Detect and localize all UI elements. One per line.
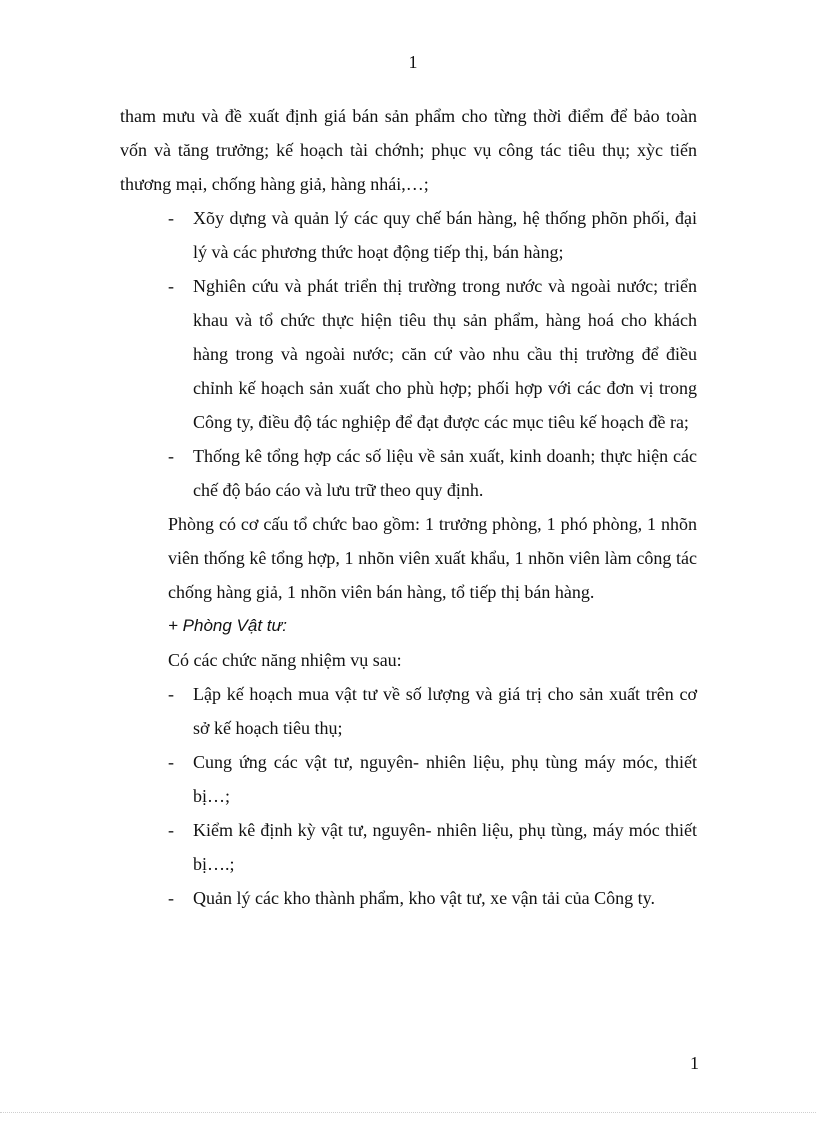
- list-dash: -: [168, 208, 174, 228]
- list-item-text: Cung ứng các vật tư, nguyên- nhiên liệu, phụ tùng máy móc, thiết bị…;: [193, 752, 697, 806]
- document-body: [120, 99, 697, 915]
- list-dash: -: [168, 276, 174, 296]
- list-dash: -: [168, 446, 174, 466]
- intro-paragraph: tham mưu và đề xuất định giá bán sản phẩm cho từng thời điểm để bảo toàn vốn và tăng trưởng; kế hoạch tài chớnh; phục vụ công tác tiêu thụ; xỳc tiến thương mại, chống hàng giả, hàng nhái,…;: [120, 106, 697, 194]
- list-item-text: Thống kê tổng hợp các số liệu về sản xuất, kinh doanh; thực hiện các chế độ báo cáo và lưu trữ theo quy định.: [193, 446, 697, 500]
- list-dash: -: [168, 684, 174, 704]
- list-item: [168, 745, 697, 813]
- structure-paragraph: Phòng có cơ cấu tổ chức bao gồm: 1 trưởng phòng, 1 phó phòng, 1 nhõn viên thống kê tổng hợp, 1 nhõn viên xuất khẩu, 1 nhõn viên làm công tác chống hàng giả, 1 nhõn viên bán hàng, tổ tiếp thị bán hàng.: [168, 514, 697, 602]
- list-item: [168, 881, 697, 915]
- list-dash: -: [168, 752, 174, 772]
- list-item: [168, 201, 697, 269]
- list-item: [168, 269, 697, 439]
- list-item-text: Quản lý các kho thành phẩm, kho vật tư, xe vận tải của Công ty.: [193, 888, 655, 908]
- list-item: [168, 813, 697, 881]
- list-dash: -: [168, 888, 174, 908]
- list-dash: -: [168, 820, 174, 840]
- page-number-bottom: 1: [690, 1053, 699, 1073]
- duties-list-materials: [168, 677, 697, 915]
- list-item: [168, 677, 697, 745]
- duties-list-sales: [168, 201, 697, 507]
- list-item-text: Xõy dựng và quản lý các quy chế bán hàng, hệ thống phõn phối, đại lý và các phương thức hoạt động tiếp thị, bán hàng;: [193, 208, 697, 262]
- page-bottom-divider: [0, 1112, 816, 1113]
- section-heading: + Phòng Vật tư:: [168, 616, 287, 635]
- list-item-text: Lập kế hoạch mua vật tư về số lượng và giá trị cho sản xuất trên cơ sở kế hoạch tiêu thụ;: [193, 684, 697, 738]
- page-number-top: 1: [408, 52, 418, 72]
- functions-intro: Có các chức năng nhiệm vụ sau:: [168, 650, 402, 670]
- list-item-text: Nghiên cứu và phát triển thị trường trong nước và ngoài nước; triển khau và tổ chức thực hiện tiêu thụ sản phẩm, hàng hoá cho khách hàng trong và ngoài nước; căn cứ vào nhu cầu thị trường để điều chỉnh kế hoạch sản xuất cho phù hợp; phối hợp với các đơn vị trong Công ty, điều độ tác nghiệp để đạt được các mục tiêu kế hoạch đề ra;: [193, 276, 697, 432]
- list-item-text: Kiểm kê định kỳ vật tư, nguyên- nhiên liệu, phụ tùng, máy móc thiết bị….;: [193, 820, 697, 874]
- list-item: [168, 439, 697, 507]
